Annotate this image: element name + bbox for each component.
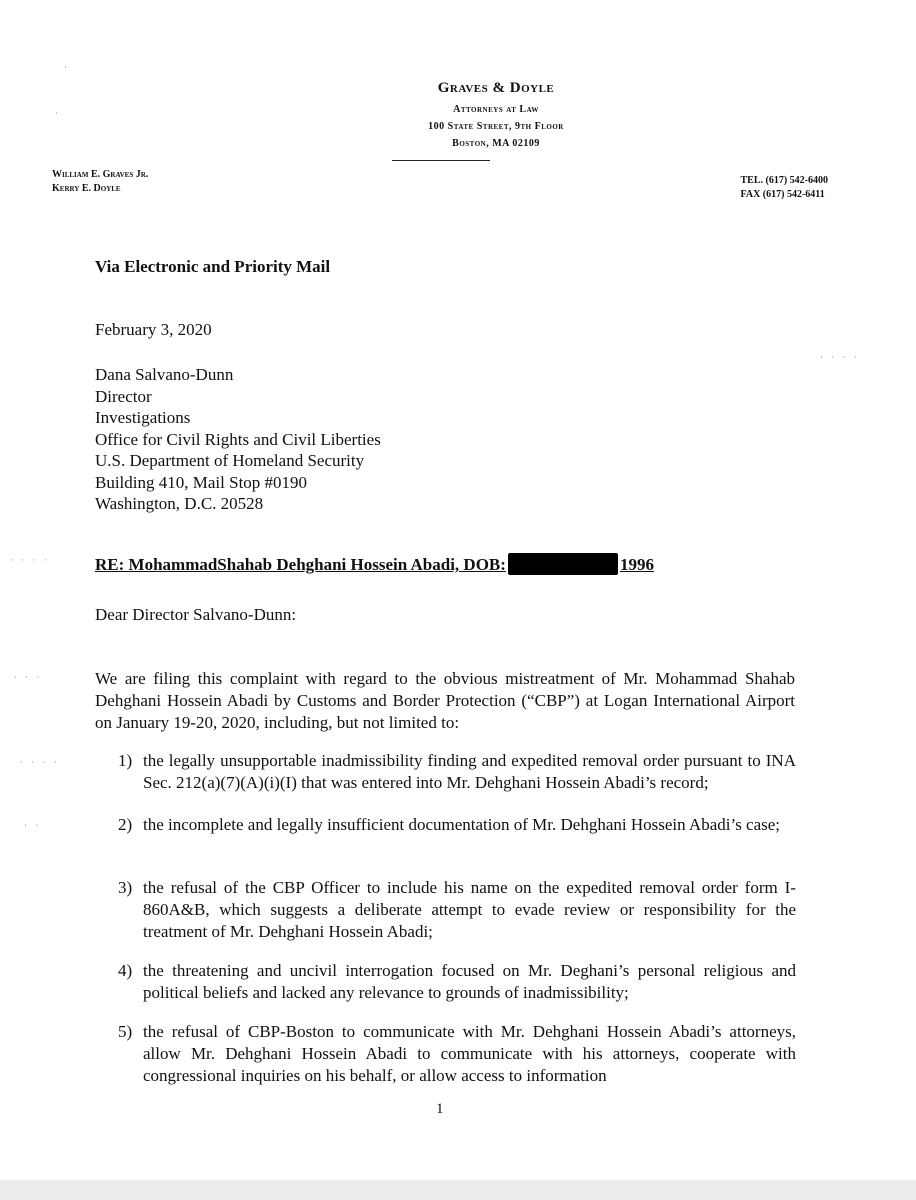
firm-name: Graves & Doyle [437, 80, 555, 96]
item-number: 1) [118, 751, 133, 770]
recipient-line: Dana Salvano-Dunn [95, 365, 234, 384]
item-number: 4) [118, 961, 133, 980]
subject-year: 1996 [619, 555, 654, 574]
scan-speck: · · · [14, 672, 43, 682]
recipient-line: Investigations [95, 408, 191, 427]
scan-bottom-edge [0, 1180, 916, 1200]
item-text: the refusal of CBP-Boston to communicate with Mr. Dehghani Hossein Abadi’s attorneys, allow Mr. Dehghani Hossein Abadi to communicate with his attorneys, cooperate with congressional inquiries on his behalf, or allow access to information [143, 1022, 796, 1085]
scan-speck: · · · · [10, 555, 50, 565]
fax-number: FAX (617) 542-6411 [740, 189, 825, 200]
scan-speck: · [55, 108, 61, 118]
scan-speck: · · · · [820, 352, 860, 362]
scan-speck: · [64, 62, 70, 72]
subject-label: RE: MohammadShahab Dehghani Hossein Abadi, DOB: [95, 555, 506, 574]
letter-date: February 3, 2020 [95, 320, 212, 339]
item-text: the legally unsupportable inadmissibility finding and expedited removal order pursuant to INA Sec. 212(a)(7)(A)(i)(I) that was entered into Mr. Dehghani Hossein Abadi’s record; [143, 751, 796, 792]
recipient-line: U.S. Department of Homeland Security [95, 451, 365, 470]
recipient-line: Building 410, Mail Stop #0190 [95, 472, 308, 492]
item-text: the threatening and uncivil interrogation focused on Mr. Deghani’s personal religious and political beliefs and lacked any relevance to grounds of inadmissibility; [143, 961, 796, 1002]
firm-subtitle: Attorneys at Law [453, 104, 539, 115]
firm-city: Boston, MA 02109 [452, 138, 540, 149]
contact-numbers [741, 174, 829, 202]
list-item [118, 750, 796, 794]
subject-line [95, 553, 654, 575]
salutation: Dear Director Salvano-Dunn: [95, 605, 297, 624]
list-item [118, 877, 796, 943]
scan-speck: · · [24, 820, 42, 830]
item-number: 3) [118, 878, 133, 897]
recipient-line: Washington, D.C. 20528 [95, 494, 264, 513]
delivery-method: Via Electronic and Priority Mail [95, 257, 331, 276]
item-number: 2) [118, 815, 133, 834]
redaction-bar [508, 553, 618, 575]
list-item [118, 814, 796, 836]
letterhead-divider [392, 160, 490, 161]
recipient-address [95, 364, 381, 515]
list-item [118, 960, 796, 1004]
intro-paragraph: We are filing this complaint with regard to the obvious mistreatment of Mr. Mohammad Shahab Dehghani Hossein Abadi by Customs and Border Protection (“CBP”) at Logan International Airport on January 19-20, 2020, including, but not limited to: [95, 669, 795, 732]
partner-name: William E. Graves Jr. [52, 169, 149, 180]
partner-list [52, 168, 148, 196]
page-number: 1 [436, 1101, 444, 1117]
recipient-line: Office for Civil Rights and Civil Liberties [95, 429, 381, 449]
tel-number: TEL. (617) 542-6400 [740, 175, 828, 186]
list-item [118, 1021, 796, 1087]
scan-speck: · · · · [20, 757, 60, 767]
recipient-line: Director [95, 386, 152, 406]
item-text: the incomplete and legally insufficient documentation of Mr. Dehghani Hossein Abadi’s case; [143, 815, 781, 834]
partner-name: Kerry E. Doyle [52, 183, 121, 194]
item-number: 5) [118, 1022, 133, 1041]
item-text: the refusal of the CBP Officer to include his name on the expedited removal order form I-860A&B, which suggests a deliberate attempt to evade review or responsibility for the treatment of Mr. Dehghani Hossein Abadi; [143, 878, 796, 941]
firm-street: 100 State Street, 9th Floor [428, 121, 564, 132]
